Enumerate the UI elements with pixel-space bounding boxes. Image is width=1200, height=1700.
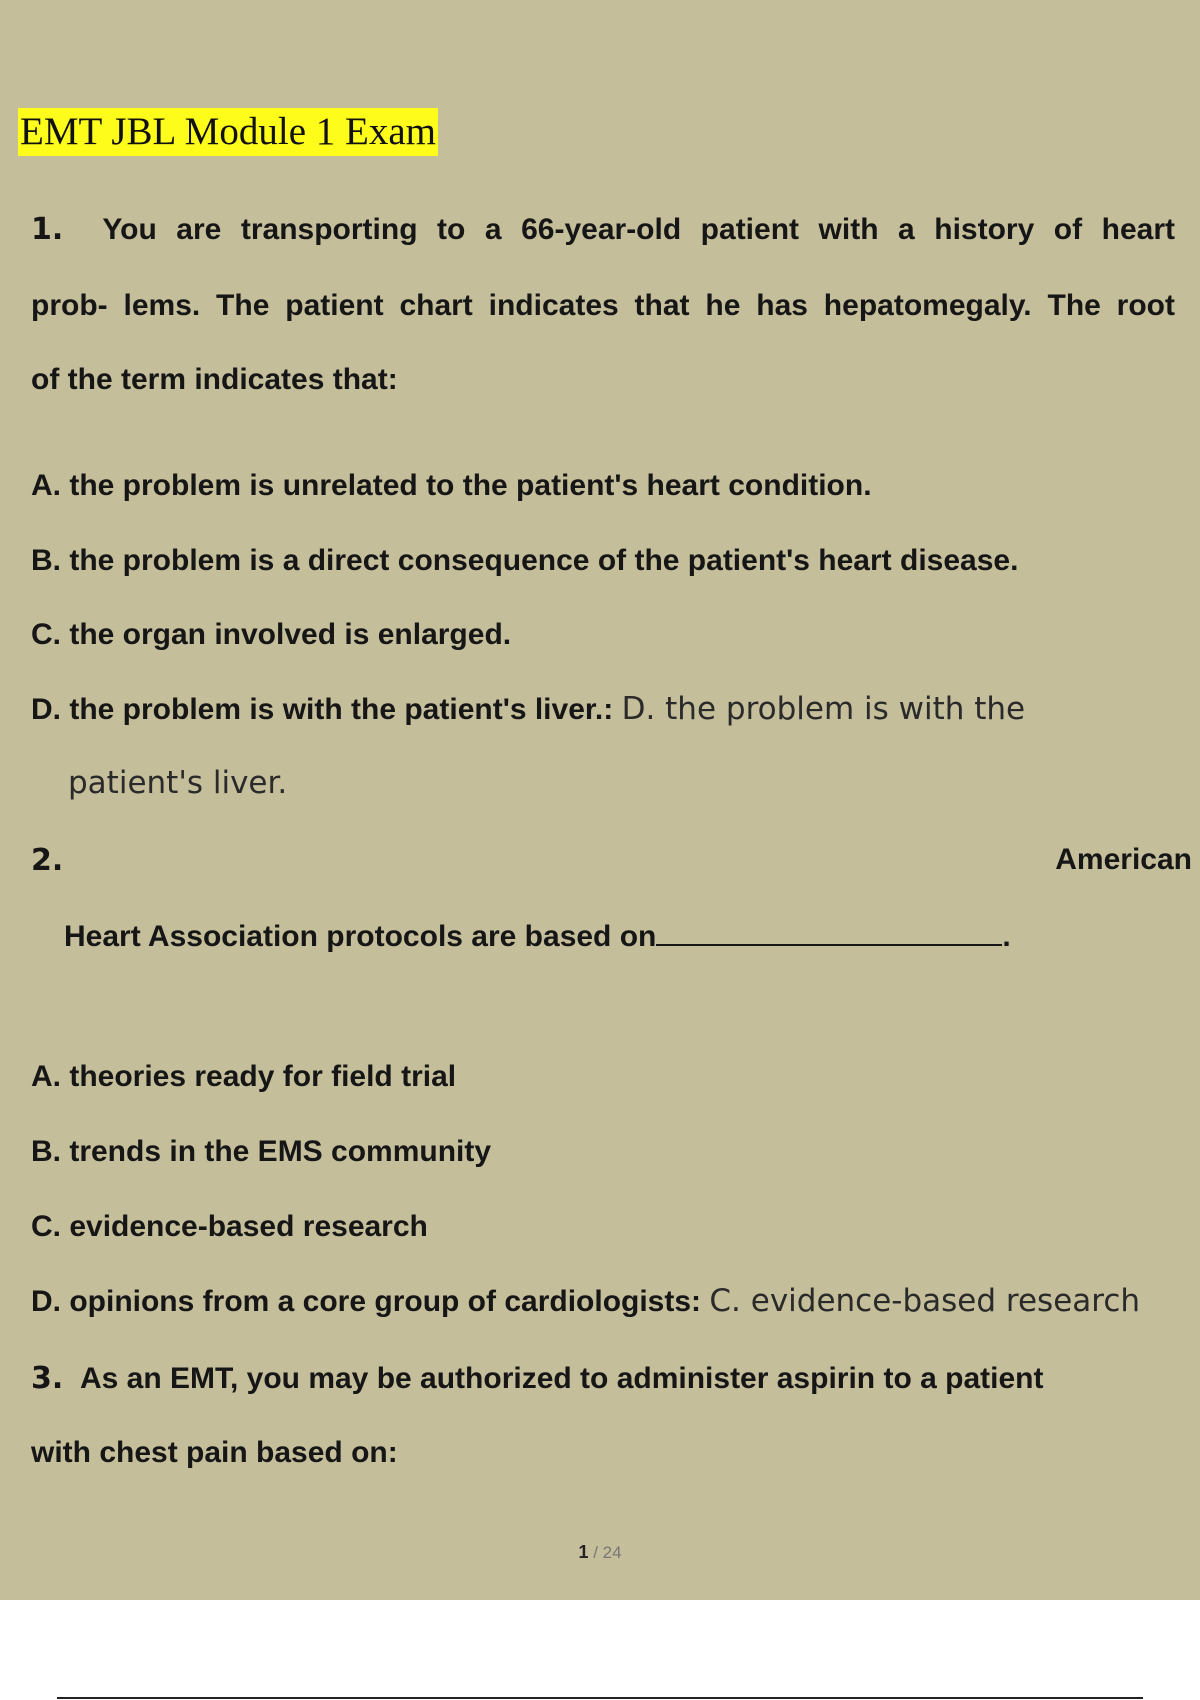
question-2-text-start: American [1055, 843, 1192, 876]
question-2-option-d-text: D. opinions from a core group of cardiologists: [31, 1285, 702, 1318]
question-1-option-b: B. the problem is a direct consequence of the patient's heart disease. [31, 544, 1019, 577]
document-title: EMT JBL Module 1 Exam [18, 108, 438, 156]
question-2-answer: C. evidence-based research [709, 1283, 1141, 1319]
page-total: / 24 [593, 1543, 622, 1562]
question-2-number: 2. [31, 843, 64, 878]
question-1-option-a: A. the problem is unrelated to the patient's heart condition. [31, 469, 872, 502]
question-2-option-b: B. trends in the EMS community [31, 1135, 492, 1168]
question-2-text-end: . [1002, 920, 1011, 953]
answer-blank [656, 918, 1002, 946]
question-1-answer: D. the problem is with the [621, 691, 1026, 727]
question-3-line-2: with chest pain based on: [31, 1436, 398, 1469]
question-2-text-cont: Heart Association protocols are based on [64, 920, 657, 953]
question-1-line-3: of the term indicates that: [31, 363, 398, 396]
page-indicator [0, 1542, 1200, 1563]
question-2-text [64, 918, 1011, 954]
footer-divider [57, 1697, 1143, 1699]
question-1-option-d-text: D. the problem is with the patient's liver.: [31, 693, 614, 726]
question-1-text-1: You are transporting to a 66-year-old patient with a history of heart [102, 213, 1176, 246]
question-1-number: 1. [31, 212, 64, 247]
page-current: 1 [578, 1542, 589, 1562]
question-1-option-c: C. the organ involved is enlarged. [31, 618, 512, 651]
question-2-option-d [31, 1283, 1140, 1319]
question-1-answer-cont: patient's liver. [68, 765, 288, 801]
question-2-option-c: C. evidence-based research [31, 1210, 428, 1243]
question-3-number: 3. [31, 1361, 64, 1396]
question-3-text-1: As an EMT, you may be authorized to administer aspirin to a patient [79, 1362, 1044, 1395]
question-1-line-2: prob- lems. The patient chart indicates that he has hepatomegaly. The root [31, 289, 1175, 322]
question-2-option-a: A. theories ready for field trial [31, 1060, 457, 1093]
question-1-option-d [31, 691, 1025, 727]
question-3-line-1 [31, 1361, 1043, 1396]
question-1-line-1 [31, 212, 1175, 247]
